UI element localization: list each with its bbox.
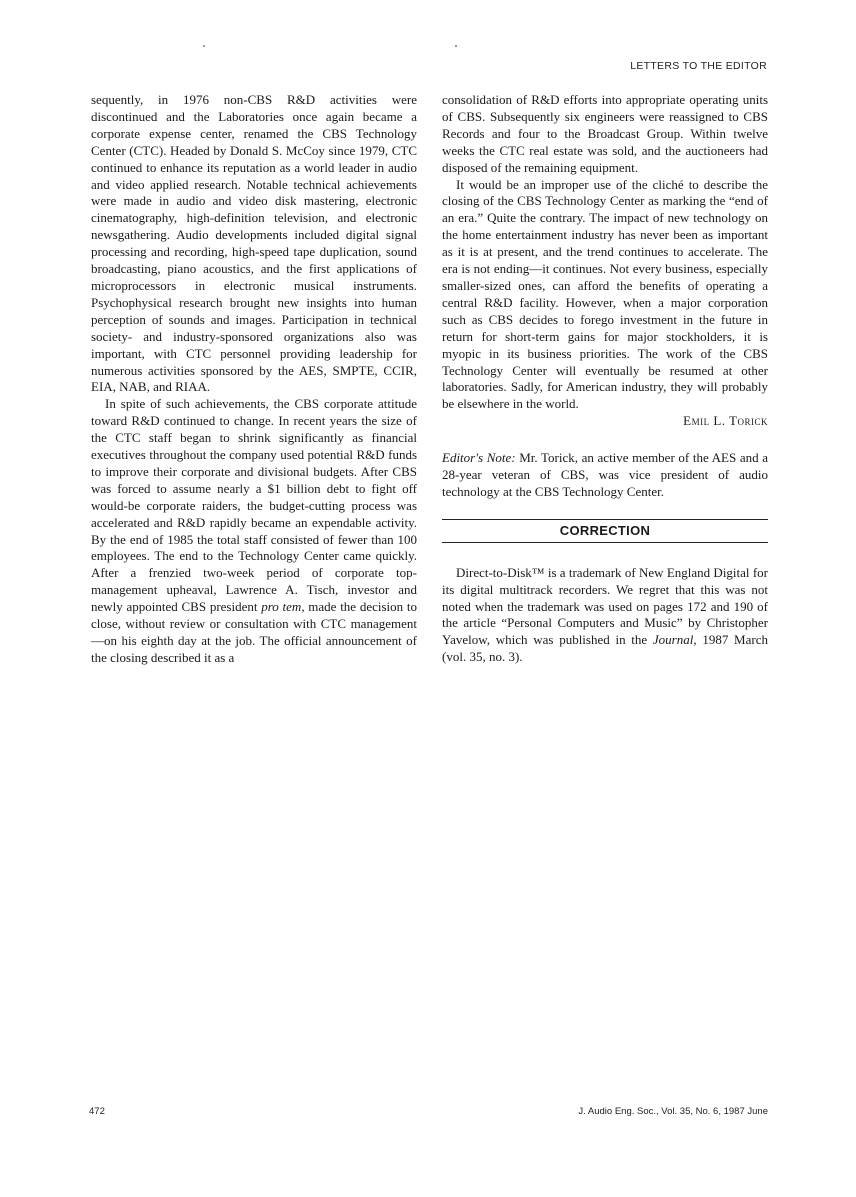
body-paragraph: sequently, in 1976 non-CBS R&D activities were discontinued and the Laboratories once again became a corporate expense center, renamed the CBS Technology Center (CTC). Headed by Donald S. McCoy since 1979, CTC continued to enhance its reputation as a world leader in audio and video applied research. Notable technical achievements were made in audio and video disk mastering, electronic cinematography, high-definition television, and electronic newsgathering. Audio developments included digital signal processing and recording, high-speed tape duplication, sound broadcasting, piano acoustics, and the first applications of microprocessors in electronic musical instruments. Psychophysical research brought new insights into human perception of sounds and images. Participation in technical society- and industry-sponsored organizations also was important, with CTC personnel providing leadership for numerous activities sponsored by the AES, SMPTE, CCIR, EIA, NAB, and RIAA.	[91, 92, 417, 395]
journal-reference: J. Audio Eng. Soc., Vol. 35, No. 6, 1987 June	[578, 1106, 768, 1117]
editor-note	[442, 450, 768, 501]
scan-speck	[455, 45, 457, 47]
scan-speck	[203, 45, 205, 47]
correction-heading-box	[442, 519, 768, 543]
left-column	[91, 92, 417, 667]
paragraph-text: , made the decision to close, without review or consultation with CTC management—on his eighth day at the job. The official announcement of the closing described it as a	[91, 599, 417, 665]
body-paragraph: It would be an improper use of the cliché to describe the closing of the CBS Technology Center as marking the “end of an era.” Quite the contrary. The impact of new technology on the home entertainment industry has never been as important as it is at present, and the trend continues to accelerate. The era is not ending—it continues. Not every business, especially smaller-sized ones, can afford the benefits of operating a central R&D facility. However, when a major corporation such as CBS decides to forego investment in the future in return for short-term gains for major stockholders, it is myopic in its business priorities. The work of the CBS Technology Center will eventually be resumed at other laboratories. Sadly, for American industry, they will probably be elsewhere in the world.	[442, 176, 768, 412]
author-signature: Emil L. Torick	[683, 413, 768, 429]
correction-paragraph	[442, 565, 768, 666]
paragraph-text: Direct-to-Disk™ is a trademark of New England Digital for its digital multitrack recorders. We regret that this was not noted when the trademark was used on pages 172 and 190 of the article “Personal Computers and Music” by Christopher Yavelow, which was published in the	[442, 564, 768, 648]
editor-note-text: Mr. Torick, an active member of the AES and a 28-year veteran of CBS, was vice president of audio technology at the CBS Technology Center.	[442, 450, 768, 499]
page-number: 472	[89, 1106, 105, 1117]
paragraph-text: In spite of such achievements, the CBS corporate attitude toward R&D continued to change. In recent years the size of the CTC staff began to shrink significantly as financial executives throughout the company used potential R&D funds to improve their corporate and divisional budgets. After CBS was forced to assume nearly a $1 billion debt to fight off would-be corporate raiders, the budget-cutting process was accelerated and R&D rapidly became an expendable activity. By the end of 1985 the total staff consisted of fewer than 100 employees. The end to the Technology Center came quickly. After a frenzied two-week period of corporate top-management upheaval, Lawrence A. Tisch, investor and newly appointed CBS president	[91, 396, 417, 615]
running-header: LETTERS TO THE EDITOR	[630, 60, 767, 72]
editor-note-label: Editor's Note:	[442, 450, 516, 466]
italic-term: pro tem	[261, 599, 302, 615]
body-paragraph: consolidation of R&D efforts into appropriate operating units of CBS. Subsequently six engineers were reassigned to CBS Records and four to the Broadcast Group. Within twelve weeks the CTC real estate was sold, and the auctioneers had disposed of the remaining equipment.	[442, 92, 768, 175]
body-paragraph	[91, 396, 417, 667]
italic-term: Journal	[652, 632, 694, 648]
correction-title: CORRECTION	[559, 522, 651, 538]
right-column	[442, 92, 768, 666]
paragraph-text: , 1987 March (vol. 35, no. 3).	[442, 632, 768, 665]
